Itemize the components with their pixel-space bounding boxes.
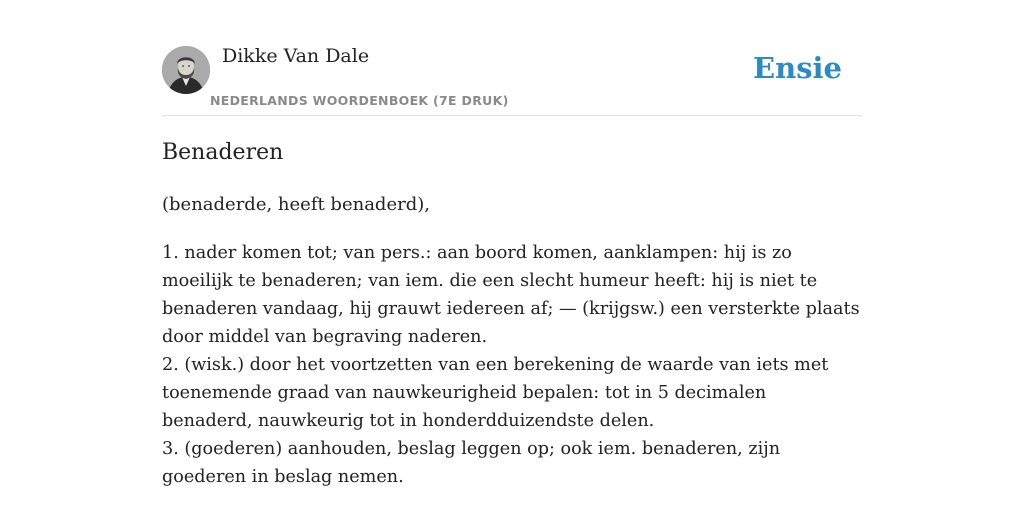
portrait-icon xyxy=(162,46,210,94)
ensie-logo[interactable]: Ensie xyxy=(753,51,842,85)
entry-forms: (benaderde, heeft benaderd), xyxy=(162,194,430,215)
entry-header xyxy=(162,0,862,116)
entry-card xyxy=(162,0,862,487)
definition-2: 2. (wisk.) door het voortzetten van een berekening de waarde van iets met toenemende graad van nauwkeurigheid bepalen: tot in 5 decimalen benaderd, nauwkeurig tot in honderdduizendste delen. xyxy=(162,355,829,431)
definition-1: 1. nader komen tot; van pers.: aan boord komen, aanklampen: hij is zo moeilijk te benaderen; van iem. die een slecht humeur heeft: hij is niet te benaderen vandaag, hij grauwt iedereen af; — (krijgsw.) een versterkte plaats door middel van begraving naderen. xyxy=(162,243,860,347)
entry-definitions xyxy=(162,239,862,491)
entry-title: Benaderen xyxy=(162,140,284,165)
definition-3: 3. (goederen) aanhouden, beslag leggen op; ook iem. benaderen, zijn goederen in beslag nemen. xyxy=(162,439,781,487)
author-name[interactable]: Dikke Van Dale xyxy=(222,45,370,67)
author-avatar[interactable] xyxy=(162,46,210,94)
dictionary-source: NEDERLANDS WOORDENBOEK (7E DRUK) xyxy=(210,93,509,108)
